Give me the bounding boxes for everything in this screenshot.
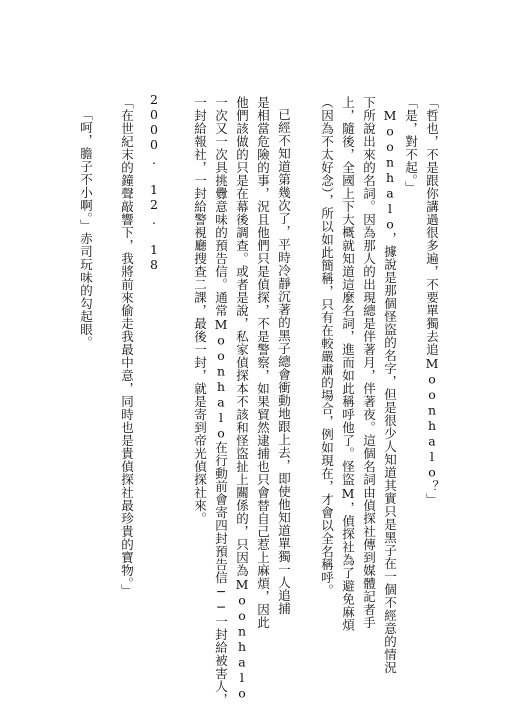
text-line-8: 是相當危險的事，況且他們只是偵探，不是警察，如果貿然逮捕也只會替自己惹上麻煩，因此 — [255, 96, 271, 629]
text-line-9: 他們該做的只是在幕後調查。或者是說，私家偵探本不該和怪盜扯上關係的，只因為Moonhalo — [234, 96, 250, 701]
text-line-4: 下所說出來的名詞。因為那人的出現總是伴著月，伴著夜。這個名詞由偵探社傳到媒體記者手 — [361, 96, 377, 629]
text-line-3: Moonhalo，據說是那個怪盜的名字，但是很少人知道其實只是黑子在一個不經意的情況 — [382, 108, 398, 674]
date-heading: 2000. 12. 18 — [146, 92, 162, 272]
text-line-5: 上，隨後，全國上下大概就知道這麼名詞，進而如此稱呼他了。怪盜M，偵探社為了避免麻煩 — [340, 96, 356, 632]
text-line-13: 「呵，膽子不小啊。」赤司玩味的勾起眼。 — [78, 108, 94, 349]
text-line-12: 「在世紀末的鐘聲敲響下，我將前來偷走我最中意，同時也是貴偵探社最珍貴的寶物。」 — [119, 96, 135, 597]
text-line-2: 「是，對不起。」 — [403, 96, 419, 194]
text-line-6: （因為不太好念），所以如此簡稱，只有在較嚴肅的場合，例如現在，才會以全名稱呼。 — [319, 96, 335, 597]
text-line-11: 一封給報社，一封給警視廳搜查二課，最後一封，就是寄到帝光偵探社來。 — [192, 96, 208, 525]
text-line-1: 「哲也，不是跟你講過很多遍，不要單獨去追Moonhalo？」 — [424, 96, 440, 506]
text-line-10: 一次又一次具挑釁意味的預告信。通常Moonhalo在行動前會寄四封預告信──一封給被害人， — [213, 96, 229, 706]
text-line-7: 已經不知道第幾次了，平時冷靜沉著的黑子總會衝動地跟上去，即使他知道單獨一人追捕 — [276, 108, 292, 615]
